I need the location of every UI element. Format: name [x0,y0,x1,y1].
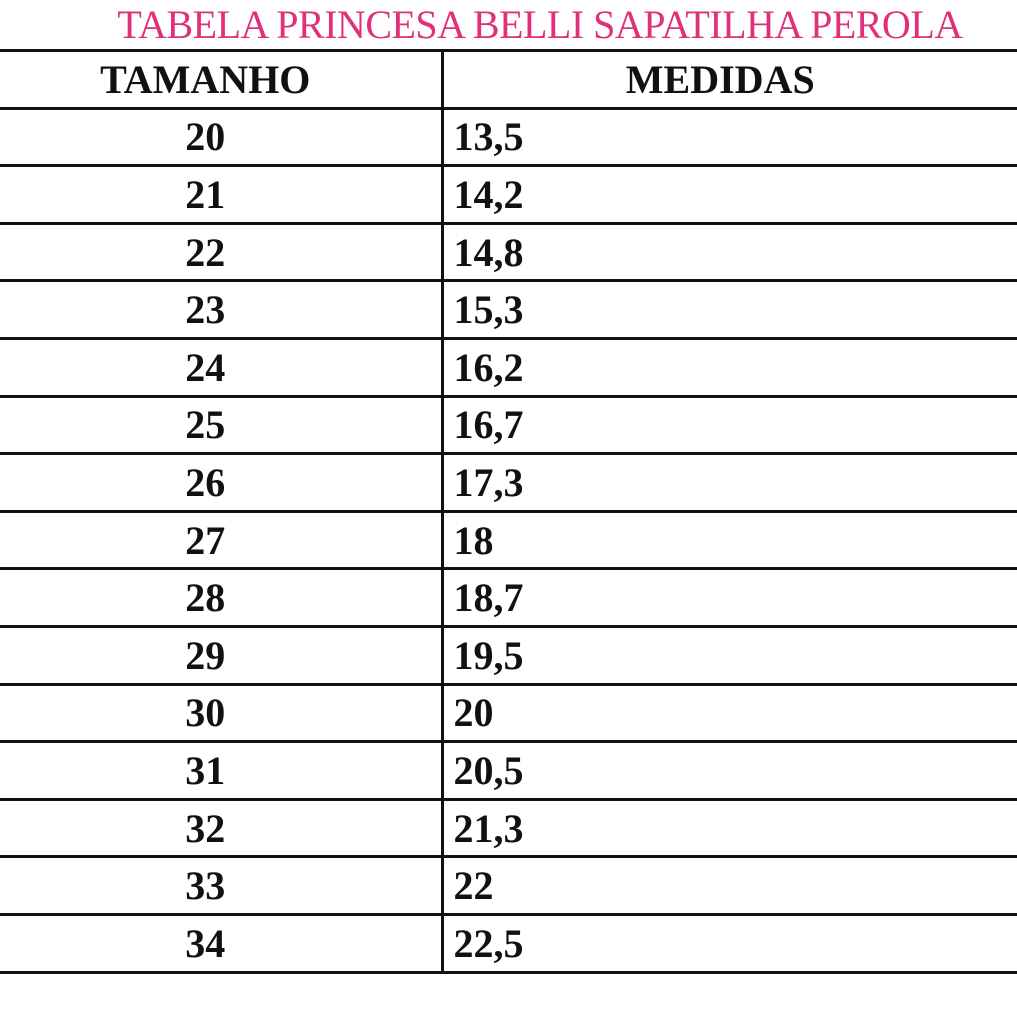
tamanho-cell: 24 [0,338,442,396]
table-header-row [0,51,1017,109]
column-header-tamanho: TAMANHO [0,51,442,109]
medida-cell: 21,3 [442,799,1017,857]
tamanho-cell: 30 [0,684,442,742]
table-row [0,914,1017,972]
column-header-medidas: MEDIDAS [442,51,1017,109]
tamanho-cell: 31 [0,742,442,800]
medida-cell: 17,3 [442,454,1017,512]
table-row [0,857,1017,915]
tamanho-cell: 32 [0,799,442,857]
table-row [0,396,1017,454]
tamanho-cell: 21 [0,166,442,224]
medida-cell: 18 [442,511,1017,569]
medida-cell: 22,5 [442,914,1017,972]
tamanho-cell: 22 [0,223,442,281]
table-row [0,454,1017,512]
medida-cell: 18,7 [442,569,1017,627]
table-row [0,108,1017,166]
table-row [0,569,1017,627]
table-row [0,799,1017,857]
table-row [0,511,1017,569]
table-row [0,223,1017,281]
medida-cell: 22 [442,857,1017,915]
medida-cell: 20,5 [442,742,1017,800]
size-table [0,49,1017,974]
tamanho-cell: 26 [0,454,442,512]
table-row [0,338,1017,396]
medida-cell: 13,5 [442,108,1017,166]
tamanho-cell: 25 [0,396,442,454]
tamanho-cell: 20 [0,108,442,166]
table-row [0,626,1017,684]
medida-cell: 20 [442,684,1017,742]
table-row [0,166,1017,224]
tamanho-cell: 28 [0,569,442,627]
tamanho-cell: 23 [0,281,442,339]
page-title: TABELA PRINCESA BELLI SAPATILHA PEROLA [117,2,963,47]
medida-cell: 15,3 [442,281,1017,339]
medida-cell: 16,7 [442,396,1017,454]
table-row [0,281,1017,339]
tamanho-cell: 27 [0,511,442,569]
medida-cell: 14,8 [442,223,1017,281]
table-row [0,684,1017,742]
medida-cell: 19,5 [442,626,1017,684]
tamanho-cell: 33 [0,857,442,915]
table-row [0,742,1017,800]
tamanho-cell: 29 [0,626,442,684]
tamanho-cell: 34 [0,914,442,972]
medida-cell: 14,2 [442,166,1017,224]
medida-cell: 16,2 [442,338,1017,396]
